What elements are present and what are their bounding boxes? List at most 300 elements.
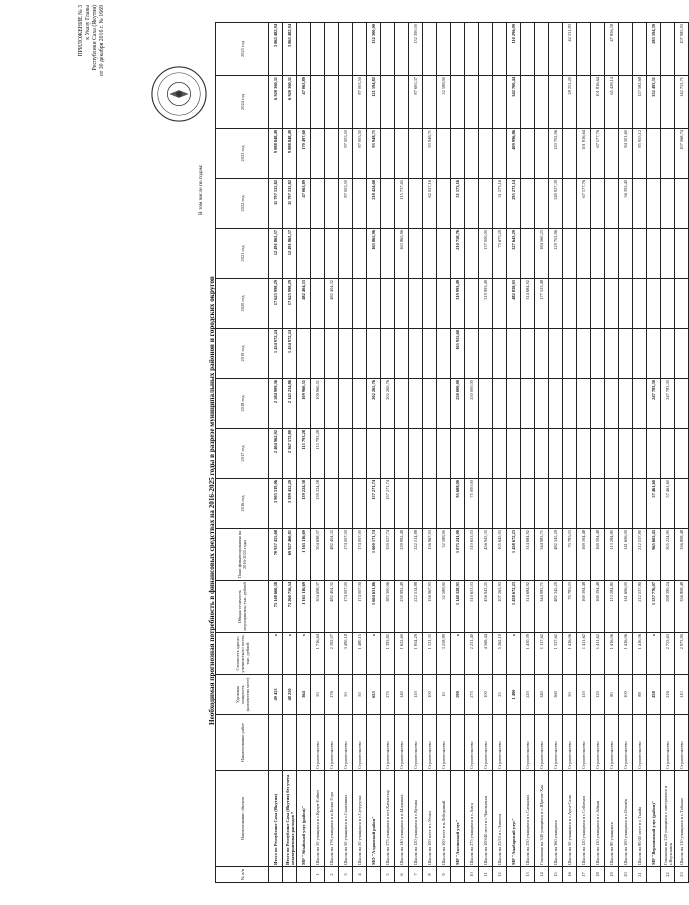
cell-year — [661, 329, 675, 379]
cell-total: 32 588,90 — [437, 581, 451, 633]
cell-year — [521, 76, 535, 129]
cell-year — [381, 23, 395, 76]
cell-year: 342 700,44 — [507, 76, 521, 129]
cell-year — [465, 429, 479, 479]
column-header: 2019 год — [216, 329, 269, 379]
cell-year — [423, 329, 437, 379]
cell-plan: 304 698,37 — [311, 529, 325, 581]
table-row — [437, 23, 451, 883]
cell-n: 19 — [605, 867, 619, 883]
cell-total: 1 438 672,23 — [507, 581, 521, 633]
cell-plan: 965 602,43 — [647, 529, 661, 581]
table-row — [451, 23, 465, 883]
cell-year: 6 920 360,11 — [269, 76, 283, 129]
cell-plan: 1 165 116,69 — [297, 529, 311, 581]
cell-year — [381, 129, 395, 179]
cell-name: Школа на 80/45 мест в с.Тыайа — [633, 771, 647, 867]
cell-year — [521, 379, 535, 429]
cell-year: 137 000,00 — [479, 229, 493, 279]
cell-cap: 120 — [409, 675, 423, 715]
cell-work: Строительство — [395, 715, 409, 771]
cell-work: Строительство — [661, 715, 675, 771]
table-row — [493, 23, 507, 883]
cell-cap: 360 — [549, 675, 563, 715]
column-header: Наименование работ — [216, 715, 269, 771]
cell-year — [451, 23, 465, 76]
table-row — [409, 23, 423, 883]
cell-year — [619, 76, 633, 129]
cell-year — [605, 129, 619, 179]
table-row — [647, 23, 661, 883]
cell-work: Строительство — [311, 715, 325, 771]
cell-year — [381, 279, 395, 329]
cell-work: Строительство — [605, 715, 619, 771]
cell-unit: 3 258,89 — [437, 633, 451, 675]
cell-year — [493, 23, 507, 76]
cell-n: 3 — [339, 867, 353, 883]
cell-cap: 100 — [479, 675, 493, 715]
cell-year — [521, 179, 535, 229]
cell-year — [465, 129, 479, 179]
cell-year — [619, 379, 633, 429]
cell-name: Школа на 275 учащихся в с.Амга — [465, 771, 479, 867]
cell-unit: 1 121,35 — [423, 633, 437, 675]
cell-year — [479, 379, 493, 429]
cell-year: 2 404 962,92 — [269, 429, 283, 479]
cell-year — [381, 76, 395, 129]
cell-year — [549, 76, 563, 129]
cell-year — [535, 129, 549, 179]
cell-unit: 1 337,62 — [549, 633, 563, 675]
cell-year — [353, 329, 367, 379]
cell-year — [563, 229, 577, 279]
cell-unit: 2 973,90 — [675, 633, 689, 675]
cell-year — [661, 429, 675, 479]
cell-total: 239 992,49 — [395, 581, 409, 633]
cell-year: 295 273,14 — [507, 179, 521, 229]
cell-year — [563, 179, 577, 229]
cell-work: Строительство — [633, 715, 647, 771]
cell-year — [465, 179, 479, 229]
cell-year — [437, 279, 451, 329]
cell-name: Школа на 110 учащихся в с.Табалах — [675, 771, 689, 867]
cell-year: 177 523,48 — [535, 279, 549, 329]
cell-year: 87 003,50 — [339, 179, 353, 229]
cell-year — [507, 329, 521, 379]
cell-year — [353, 429, 367, 479]
cell-year — [549, 279, 563, 329]
cell-total: 383 300,96 — [381, 581, 395, 633]
cell-year — [633, 429, 647, 479]
cell-plan: 1 073 241,00 — [451, 529, 465, 581]
cell-year: 1 454 972,24 — [283, 329, 297, 379]
cell-cap: 110 — [675, 675, 689, 715]
cell-year: 127 582,68 — [633, 76, 647, 129]
cell-total: 304 698,37 — [311, 581, 325, 633]
cell-year — [577, 379, 591, 429]
cell-n: 15 — [549, 867, 563, 883]
cell-year — [311, 279, 325, 329]
cell-year — [409, 229, 423, 279]
cell-year: 332 493,31 — [647, 76, 661, 129]
cell-work: Строительство — [619, 715, 633, 771]
cell-year — [325, 479, 339, 529]
cell-total: 107 263,93 — [493, 581, 507, 633]
column-header: Наименование объекта — [216, 771, 269, 867]
table-row — [423, 23, 437, 883]
cell-year — [493, 329, 507, 379]
cell-year — [605, 429, 619, 479]
cell-n: 6 — [395, 867, 409, 883]
cell-year: 2 584 909,36 — [269, 379, 283, 429]
cell-year — [633, 329, 647, 379]
cell-unit: 2 251,40 — [465, 633, 479, 675]
cell-year: 202 265,76 — [367, 379, 381, 429]
cell-cap: 80 — [605, 675, 619, 715]
cell-year — [423, 279, 437, 329]
cell-year: 95 688,00 — [451, 479, 465, 529]
forecast-table — [215, 22, 689, 883]
cell-year — [395, 76, 409, 129]
cell-n — [269, 867, 283, 883]
cell-year — [521, 479, 535, 529]
cell-year — [577, 329, 591, 379]
table-row — [605, 23, 619, 883]
cell-name: Школа на 176 учащихся в п.Белая Гора — [325, 771, 339, 867]
cell-year — [563, 379, 577, 429]
cell-unit: х — [647, 633, 661, 675]
cell-n: 5 — [381, 867, 395, 883]
cell-year — [409, 429, 423, 479]
cell-year — [437, 23, 451, 76]
cell-plan: 305 224,90 — [661, 529, 675, 581]
cell-plan: 141 606,00 — [619, 529, 633, 581]
cell-cap: 140 — [395, 675, 409, 715]
cell-plan: 456 943,35 — [479, 529, 493, 581]
cell-year — [451, 429, 465, 479]
cell-year — [325, 379, 339, 429]
table-row — [311, 23, 325, 883]
cell-year — [409, 479, 423, 529]
cell-year — [605, 229, 619, 279]
cell-year — [297, 23, 311, 76]
cell-cap: 88 — [633, 675, 647, 715]
table-row — [563, 23, 577, 883]
table-header-row — [216, 23, 269, 883]
cell-unit: 3 490,18 — [339, 633, 353, 675]
cell-year: 3 865 482,94 — [283, 23, 297, 76]
cell-total: 113 284,80 — [605, 581, 619, 633]
cell-year — [395, 429, 409, 479]
cell-cap: 50 — [339, 675, 353, 715]
cell-year: 157 271,74 — [381, 479, 395, 529]
approval-block — [78, 5, 106, 145]
cell-cap: 50 — [563, 675, 577, 715]
cell-year — [675, 429, 689, 479]
cell-year — [339, 279, 353, 329]
cell-plan: 314 684,92 — [521, 529, 535, 581]
cell-year — [605, 379, 619, 429]
column-header: План финансирования на 2016-2025 годы — [216, 529, 269, 581]
cell-year — [395, 479, 409, 529]
cell-year: 349 927,39 — [549, 179, 563, 229]
cell-year: 482 404,32 — [325, 279, 339, 329]
cell-year: 482 838,03 — [507, 279, 521, 329]
cell-name: Школа на 50 учащихся в с.Кулун-Елбют — [311, 771, 325, 867]
cell-name: Итого по Республике Саха (Якутия) — [269, 771, 283, 867]
cell-year — [591, 329, 605, 379]
cell-year — [591, 429, 605, 479]
cell-year: 1 454 972,24 — [269, 329, 283, 379]
cell-year — [339, 329, 353, 379]
cell-year: 121 594,82 — [367, 76, 381, 129]
cell-year — [479, 129, 493, 179]
cell-year — [577, 76, 591, 129]
cell-year — [577, 23, 591, 76]
cell-year — [339, 429, 353, 479]
cell-unit: 1 416,06 — [633, 633, 647, 675]
cell-year: 28 251,20 — [563, 76, 577, 129]
column-header: 2021 год — [216, 229, 269, 279]
cell-name: МР "Амгинский улус" — [451, 771, 465, 867]
cell-year — [535, 179, 549, 229]
cell-year — [493, 129, 507, 179]
table-row — [521, 23, 535, 883]
cell-year: 84 301,60 — [619, 129, 633, 179]
cell-n: 22 — [661, 867, 675, 883]
cell-year — [521, 329, 535, 379]
cell-year — [409, 379, 423, 429]
cell-year — [605, 279, 619, 329]
cell-plan: 482 404,32 — [325, 529, 339, 581]
cell-year — [647, 329, 661, 379]
cell-year — [563, 479, 577, 529]
approval-line: Республики Саха (Якутия) — [92, 5, 98, 71]
cell-n — [283, 867, 297, 883]
cell-name: Гимназия на 340 учащихся в с.Юрюнг-Хая — [535, 771, 549, 867]
cell-year — [437, 129, 451, 179]
cell-year — [591, 179, 605, 229]
approval-line: ПРИЛОЖЕНИЕ № 3 — [78, 5, 84, 57]
cell-year — [311, 23, 325, 76]
cell-name: Гимназия на 220 учащихся с интернатом в г.Верхоянск — [661, 771, 675, 867]
cell-year — [339, 379, 353, 429]
table-body — [269, 23, 689, 883]
cell-name: Школа на 100 мест в п.Лебединый — [437, 771, 451, 867]
column-header: № п/п — [216, 867, 269, 883]
cell-work — [297, 715, 311, 771]
cell-year: 65 428,14 — [605, 76, 619, 129]
cell-year — [423, 379, 437, 429]
cell-unit: х — [367, 633, 381, 675]
cell-work: Строительство — [339, 715, 353, 771]
cell-cap: 590 — [451, 675, 465, 715]
cell-n: 12 — [493, 867, 507, 883]
cell-total: 510 653,03 — [465, 581, 479, 633]
cell-year — [423, 479, 437, 529]
cell-plan: 1 600 171,74 — [367, 529, 381, 581]
cell-year — [619, 479, 633, 529]
cell-year — [367, 429, 381, 479]
cell-year — [521, 129, 535, 179]
cell-cap: 100 — [423, 675, 437, 715]
cell-year — [577, 279, 591, 329]
cell-name: МР "Анабарский улус" — [507, 771, 521, 867]
cell-unit: 1 411,62 — [577, 633, 591, 675]
cell-total: 222 514,88 — [409, 581, 423, 633]
cell-year — [507, 479, 521, 529]
cell-year: 163 865,96 — [367, 229, 381, 279]
cell-year — [353, 279, 367, 329]
table-row — [633, 23, 647, 883]
cell-year — [395, 329, 409, 379]
cell-year: 6 920 360,11 — [283, 76, 297, 129]
cell-work: Строительство — [409, 715, 423, 771]
cell-unit: 1 416,06 — [563, 633, 577, 675]
cell-year — [493, 479, 507, 529]
cell-name: Школа на 100 мест в с.Угоян — [423, 771, 437, 867]
cell-unit: 1 854,29 — [409, 633, 423, 675]
cell-total: 169 394,48 — [591, 581, 605, 633]
cell-year: 120 702,96 — [549, 129, 563, 179]
column-header: 2016 год — [216, 479, 269, 529]
cell-year — [577, 479, 591, 529]
years-subheader: В том числе по годам: — [198, 164, 204, 215]
cell-work — [507, 715, 521, 771]
cell-year — [395, 129, 409, 179]
cell-year — [493, 429, 507, 479]
table-row — [297, 23, 311, 883]
cell-year — [479, 329, 493, 379]
cell-year: 3 865 482,94 — [269, 23, 283, 76]
cell-plan: 1 438 672,23 — [507, 529, 521, 581]
cell-n: 1 — [311, 867, 325, 883]
table-row — [535, 23, 549, 883]
cell-year — [381, 429, 395, 479]
cell-total: 598 390,24 — [661, 581, 675, 633]
cell-n: 23 — [675, 867, 689, 883]
cell-year — [605, 479, 619, 529]
table-row — [577, 23, 591, 883]
cell-name: Школа на 275 учащихся в пгт.Хатыстыр — [381, 771, 395, 867]
cell-plan: 156 967,93 — [423, 529, 437, 581]
cell-year: 139 224,58 — [297, 479, 311, 529]
cell-year — [675, 279, 689, 329]
cell-year: 9 888 848,49 — [283, 129, 297, 179]
table-row — [591, 23, 605, 883]
cell-year: 115 737,65 — [395, 179, 409, 229]
cell-year — [661, 279, 675, 329]
cell-year: 3 903 319,06 — [269, 479, 283, 529]
cell-year — [535, 329, 549, 379]
cell-cap: 216 — [661, 675, 675, 715]
cell-year: 62 027,16 — [423, 179, 437, 229]
table-row — [381, 23, 395, 883]
cell-year — [661, 129, 675, 179]
cell-unit: 2 733,63 — [661, 633, 675, 675]
cell-unit: х — [283, 633, 297, 675]
cell-year — [325, 429, 339, 479]
cell-year — [633, 279, 647, 329]
cell-plan: 32 588,90 — [437, 529, 451, 581]
cell-year: 75 000,00 — [465, 479, 479, 529]
cell-name: Школа на 120 учащихся в с.Сеймчан — [577, 771, 591, 867]
cell-year: 107 068,74 — [675, 129, 689, 179]
cell-cap: 100 — [619, 675, 633, 715]
cell-plan: 344 983,71 — [535, 529, 549, 581]
cell-year — [353, 479, 367, 529]
cell-year — [647, 429, 661, 479]
cell-year — [661, 76, 675, 129]
cell-total: 1 537 776,07 — [647, 581, 661, 633]
cell-work — [367, 715, 381, 771]
column-header: Общая стоимость мероприятия, тыс. рублей — [216, 581, 269, 633]
cell-total: 482 345,29 — [549, 581, 563, 633]
cell-year — [549, 329, 563, 379]
cell-total: 1 140 328,95 — [451, 581, 465, 633]
column-header: Стоимость одного ученического места, тыс. рублей — [216, 633, 269, 675]
cell-year — [507, 429, 521, 479]
cell-year — [521, 23, 535, 76]
cell-year — [325, 229, 339, 279]
cell-n — [451, 867, 465, 883]
cell-unit: 1 411,62 — [591, 633, 605, 675]
table-row — [283, 23, 297, 883]
cell-year — [535, 379, 549, 429]
cell-n: 2 — [325, 867, 339, 883]
cell-year — [563, 279, 577, 329]
cell-total: 1 604 631,86 — [367, 581, 381, 633]
cell-n: 11 — [479, 867, 493, 883]
cell-name: Итого по Республике Саха (Якутия) без учета незавершенных расходов * — [283, 771, 297, 867]
cell-year — [507, 379, 521, 429]
cell-work: Строительство — [577, 715, 591, 771]
cell-year — [437, 229, 451, 279]
cell-plan: 113 284,80 — [605, 529, 619, 581]
cell-year — [465, 329, 479, 379]
cell-plan: 356 808,48 — [675, 529, 689, 581]
cell-work — [283, 715, 297, 771]
cell-year — [633, 23, 647, 76]
cell-year — [521, 429, 535, 479]
cell-total: 174 007,00 — [339, 581, 353, 633]
cell-year — [563, 329, 577, 379]
cell-plan: 222 514,88 — [409, 529, 423, 581]
cell-total: 212 537,80 — [633, 581, 647, 633]
table-row — [675, 23, 689, 883]
cell-year: 3 399 452,20 — [283, 479, 297, 529]
cell-year: 67 577,76 — [577, 179, 591, 229]
cell-n: 16 — [563, 867, 577, 883]
cell-year — [619, 329, 633, 379]
cell-year: 327 643,29 — [507, 229, 521, 279]
cell-year — [577, 229, 591, 279]
cell-year — [675, 229, 689, 279]
cell-year — [409, 179, 423, 229]
cell-cap: 120 — [577, 675, 591, 715]
cell-year — [479, 23, 493, 76]
cell-plan: 70 783,03 — [563, 529, 577, 581]
cell-cap: 120 — [591, 675, 605, 715]
cell-work: Строительство — [675, 715, 689, 771]
cell-year — [619, 229, 633, 279]
cell-name: МО "Алданский район" — [367, 771, 381, 867]
cell-cap: 220 — [521, 675, 535, 715]
column-header: 2024 год — [216, 76, 269, 129]
cell-year: 2 367 572,80 — [283, 429, 297, 479]
cell-work: Строительство — [381, 715, 395, 771]
cell-year — [493, 76, 507, 129]
